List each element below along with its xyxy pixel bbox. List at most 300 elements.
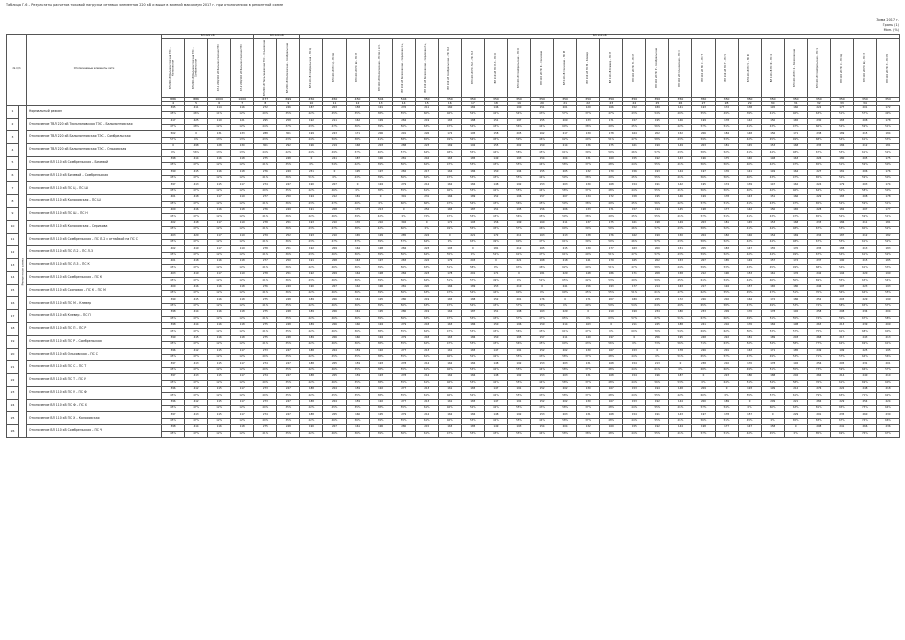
load-percent-cell: 42% (369, 227, 392, 233)
load-percent-cell: 60% (392, 201, 415, 207)
current-value-cell: 298 (807, 425, 830, 431)
load-percent-cell: 42% (300, 406, 323, 412)
load-percent-cell: 59% (853, 214, 876, 220)
row-number: 1 (7, 105, 19, 118)
current-value-cell: 213 (554, 233, 577, 239)
current-value-cell: 214 (415, 412, 438, 418)
load-percent-cell: 45% (162, 188, 185, 194)
load-percent-cell: 57% (853, 112, 876, 118)
current-value-cell: 164 (438, 310, 461, 316)
load-percent-cell: 61% (853, 137, 876, 143)
load-percent-cell: 45% (162, 291, 185, 297)
current-value-cell: 224 (807, 182, 830, 188)
allowable-current-cell: 350 (761, 97, 784, 101)
current-value-cell: 273 (254, 399, 277, 405)
load-percent-cell: 44% (531, 124, 554, 130)
load-percent-cell: 56% (692, 163, 715, 169)
load-percent-cell: 45% (577, 291, 600, 297)
current-value-cell: 201 (715, 348, 738, 354)
load-percent-cell: 45% (162, 329, 185, 335)
current-value-cell: 168 (784, 144, 807, 150)
load-percent-cell: 44% (484, 150, 507, 156)
load-percent-cell: 39% (577, 239, 600, 245)
load-percent-cell: 44% (623, 367, 646, 373)
load-percent-cell: 35% (277, 342, 300, 348)
current-value-cell: 204 (323, 399, 346, 405)
current-value-cell: 399 (162, 297, 185, 303)
load-percent-cell: 0% (484, 265, 507, 271)
load-percent-cell: 43% (346, 176, 369, 182)
current-value-cell: 247 (277, 374, 300, 380)
load-percent-cell: 55% (876, 291, 899, 297)
load-percent-cell: 12% (208, 265, 231, 271)
load-percent-cell: 45% (162, 239, 185, 245)
current-value-cell: 275 (254, 335, 277, 341)
current-value-cell: 186 (784, 297, 807, 303)
current-value-cell: 275 (254, 425, 277, 431)
load-percent-cell: 56% (507, 329, 530, 335)
current-value-cell: 186 (830, 220, 853, 226)
load-percent-cell: 0% (461, 252, 484, 258)
current-value-cell: 115 (208, 182, 231, 188)
current-value-cell: 277 (392, 399, 415, 405)
load-percent-cell: 42% (300, 112, 323, 118)
load-percent-cell: 39% (369, 163, 392, 169)
load-percent-cell: 44% (484, 291, 507, 297)
load-percent-cell: 46% (438, 188, 461, 194)
row-number: 15 (7, 284, 19, 297)
current-value-cell: 192 (784, 361, 807, 367)
load-percent-cell: 0% (300, 163, 323, 169)
current-value-cell: 0 (185, 131, 208, 137)
load-percent-cell: 35% (346, 112, 369, 118)
row-element-name: Отключение ВЛ 110 кВ ПС М – Клевер (27, 297, 162, 310)
load-percent-cell: 54% (461, 291, 484, 297)
current-value-cell: 249 (807, 348, 830, 354)
load-percent-cell: 55% (392, 393, 415, 399)
current-value-cell: 206 (853, 169, 876, 175)
current-value-cell: 415 (185, 169, 208, 175)
current-value-cell: 274 (254, 374, 277, 380)
load-percent-cell: 12% (231, 176, 254, 182)
current-value-cell: 119 (231, 246, 254, 252)
load-percent-cell: 42% (300, 316, 323, 322)
current-value-cell: 415 (185, 335, 208, 341)
load-percent-cell: 55% (507, 406, 530, 412)
load-percent-cell: 55% (646, 406, 669, 412)
load-percent-cell: 59% (830, 316, 853, 322)
load-percent-cell: 63% (415, 316, 438, 322)
current-value-cell: 203 (784, 335, 807, 341)
current-value-cell: 192 (369, 348, 392, 354)
load-percent-cell: 43% (300, 227, 323, 233)
load-percent-cell: 35% (277, 163, 300, 169)
current-value-cell: 178 (761, 310, 784, 316)
load-percent-cell: 56% (669, 342, 692, 348)
load-percent-cell: 45% (738, 418, 761, 424)
load-percent-cell: 65% (853, 303, 876, 309)
load-percent-cell: 44% (761, 227, 784, 233)
allowable-current-cell: 504 (369, 97, 392, 101)
load-percent-cell: 63% (415, 291, 438, 297)
load-percent-cell: 58% (876, 316, 899, 322)
load-percent-cell: 0% (323, 176, 346, 182)
current-value-cell: 153 (531, 361, 554, 367)
row-element-name: Отключение ВЛ 110 кВ ПС У – ПС Ф (27, 386, 162, 399)
current-value-cell: 159 (531, 323, 554, 329)
current-value-cell: 117 (208, 271, 231, 277)
load-percent-cell: 12% (231, 239, 254, 245)
load-percent-cell: 63% (415, 303, 438, 309)
load-percent-cell: 48% (600, 418, 623, 424)
load-percent-cell: 65% (554, 278, 577, 284)
current-value-cell: 204 (323, 348, 346, 354)
column-number-cell: 22 (577, 101, 600, 105)
current-value-cell: 196 (300, 144, 323, 150)
current-value-cell: 248 (277, 297, 300, 303)
load-percent-cell: 41% (254, 342, 277, 348)
load-percent-cell: 53% (461, 342, 484, 348)
current-value-cell: 189 (461, 195, 484, 201)
load-percent-cell: 70% (646, 329, 669, 335)
current-value-cell: 115 (208, 412, 231, 418)
current-value-cell: 153 (531, 182, 554, 188)
load-percent-cell: 63% (715, 342, 738, 348)
load-percent-cell: 58% (392, 137, 415, 143)
column-header-line (277, 38, 300, 97)
current-value-cell: 151 (484, 118, 507, 124)
current-value-cell: 188 (830, 246, 853, 252)
current-value-cell: 217 (554, 131, 577, 137)
column-header-line (484, 38, 507, 97)
current-value-cell: 250 (277, 195, 300, 201)
load-percent-cell: 48% (600, 354, 623, 360)
current-value-cell: 121 (231, 118, 254, 124)
column-header-label: ВЛ 110 кВ ПС Т – ПС У (724, 54, 728, 82)
load-percent-cell: 55% (392, 112, 415, 118)
current-value-cell: 0 (692, 374, 715, 380)
load-percent-cell: 35% (277, 380, 300, 386)
current-value-cell: 223 (323, 131, 346, 137)
current-value-cell: 139 (577, 246, 600, 252)
current-value-cell: 278 (392, 374, 415, 380)
current-value-cell: 248 (277, 425, 300, 431)
load-percent-cell: 0% (531, 291, 554, 297)
current-value-cell: 213 (646, 361, 669, 367)
load-percent-cell: 55% (646, 163, 669, 169)
current-value-cell: 130 (577, 399, 600, 405)
row-number: 22 (7, 374, 19, 387)
load-percent-cell: 61% (853, 239, 876, 245)
current-value-cell: 397 (162, 374, 185, 380)
current-value-cell: 181 (738, 335, 761, 341)
current-value-cell: 274 (254, 182, 277, 188)
load-percent-cell: 46% (438, 367, 461, 373)
load-percent-cell: 46% (323, 342, 346, 348)
current-value-cell: 413 (185, 361, 208, 367)
load-percent-cell: 12% (208, 316, 231, 322)
column-number-cell: 33 (830, 101, 853, 105)
load-percent-cell: 46% (323, 380, 346, 386)
current-value-cell: 189 (715, 399, 738, 405)
load-percent-cell: 12% (231, 342, 254, 348)
load-percent-cell: 53% (600, 278, 623, 284)
load-percent-cell: 39% (369, 431, 392, 437)
load-percent-cell: 41% (669, 406, 692, 412)
current-value-cell: 186 (600, 271, 623, 277)
current-value-cell: 171 (761, 348, 784, 354)
row-element-name: Отключение ТВЛ 220 кВ Бальмонтовская ТЭС – Сомбрельская (27, 131, 162, 144)
current-value-cell: 0 (577, 310, 600, 316)
current-value-cell: 149 (761, 169, 784, 175)
load-percent-cell: 42% (484, 406, 507, 412)
current-value-cell: 235 (807, 246, 830, 252)
current-value-cell: 177 (715, 207, 738, 213)
current-value-cell: 141 (577, 259, 600, 265)
current-value-cell: 205 (323, 412, 346, 418)
current-value-cell: 176 (738, 323, 761, 329)
current-value-cell: 180 (669, 310, 692, 316)
current-value-cell: 170 (784, 246, 807, 252)
current-value-cell: 151 (669, 246, 692, 252)
load-percent-cell: 47% (323, 239, 346, 245)
current-value-cell: 207 (554, 195, 577, 201)
current-value-cell: 218 (415, 335, 438, 341)
current-value-cell: 157 (531, 335, 554, 341)
load-percent-cell: 58% (554, 354, 577, 360)
load-percent-cell: 38% (577, 176, 600, 182)
current-value-cell: 213 (415, 399, 438, 405)
current-value-cell: 201 (554, 105, 577, 111)
row-number: 19 (7, 335, 19, 348)
load-percent-cell: 35% (346, 380, 369, 386)
current-value-cell: 171 (784, 131, 807, 137)
load-percent-cell: 46% (438, 354, 461, 360)
current-value-cell: 141 (669, 105, 692, 111)
load-percent-cell: 12% (208, 406, 231, 412)
current-value-cell: 197 (507, 118, 530, 124)
current-value-cell: 171 (346, 131, 369, 137)
load-percent-cell: 40% (254, 406, 277, 412)
load-percent-cell: 38% (369, 112, 392, 118)
current-value-cell: 192 (300, 246, 323, 252)
load-percent-cell: 53% (461, 188, 484, 194)
load-percent-cell: 59% (554, 201, 577, 207)
load-percent-cell: 43% (484, 163, 507, 169)
load-percent-cell: 48% (600, 393, 623, 399)
column-header-label: ВЛ 110 кВ Колосовская – ПС Ш с отп. (378, 44, 382, 92)
load-percent-cell: 62% (415, 163, 438, 169)
current-value-cell: 278 (254, 246, 277, 252)
current-value-cell: 220 (853, 271, 876, 277)
load-percent-cell: 53% (669, 380, 692, 386)
current-value-cell: 204 (554, 425, 577, 431)
current-value-cell: 247 (277, 348, 300, 354)
load-percent-cell: 47% (185, 367, 208, 373)
current-value-cell: 217 (830, 335, 853, 341)
load-percent-cell: 0% (185, 137, 208, 143)
load-percent-cell: 47% (438, 303, 461, 309)
load-percent-cell: 58% (715, 303, 738, 309)
load-percent-cell: 12% (231, 163, 254, 169)
load-percent-cell: 62% (692, 291, 715, 297)
load-percent-cell: 46% (761, 278, 784, 284)
current-value-cell: 192 (369, 386, 392, 392)
current-value-cell: 168 (600, 182, 623, 188)
load-percent-cell: 56% (507, 342, 530, 348)
row-element-name: Отключение ВЛ 110 кВ Колосовская – ПС Ш (27, 195, 162, 208)
current-value-cell: 208 (323, 207, 346, 213)
current-value-cell: 206 (692, 131, 715, 137)
current-value-cell: 188 (300, 412, 323, 418)
current-value-cell: 502 (162, 131, 185, 137)
current-value-cell: 193 (461, 220, 484, 226)
load-percent-cell: 12% (208, 393, 231, 399)
current-value-cell: 207 (323, 182, 346, 188)
current-value-cell: 197 (692, 412, 715, 418)
current-value-cell: 154 (531, 156, 554, 162)
load-percent-cell: 59% (853, 176, 876, 182)
load-percent-cell: 35% (346, 354, 369, 360)
load-percent-cell: 41% (669, 418, 692, 424)
current-value-cell: 130 (577, 348, 600, 354)
current-value-cell: 179 (600, 259, 623, 265)
load-percent-cell: 51% (438, 278, 461, 284)
current-value-cell: 145 (761, 105, 784, 111)
load-percent-cell: 47% (531, 316, 554, 322)
current-value-cell: 171 (577, 297, 600, 303)
load-percent-cell: 57% (692, 124, 715, 130)
current-value-cell: 118 (231, 310, 254, 316)
current-value-cell: 156 (577, 284, 600, 290)
current-value-cell: 188 (669, 323, 692, 329)
current-value-cell: 234 (646, 310, 669, 316)
current-value-cell: 150 (761, 118, 784, 124)
load-percent-cell: 43% (531, 393, 554, 399)
load-percent-cell: 64% (853, 354, 876, 360)
load-percent-cell: 55% (392, 418, 415, 424)
column-number-cell: 13 (369, 101, 392, 105)
current-value-cell: 152 (531, 399, 554, 405)
load-percent-cell: 43% (484, 329, 507, 335)
current-value-cell: 195 (692, 182, 715, 188)
load-percent-cell: 61% (554, 239, 577, 245)
current-value-cell: 202 (554, 348, 577, 354)
current-value-cell: 130 (577, 386, 600, 392)
column-number-cell: 25 (646, 101, 669, 105)
load-percent-cell: 36% (277, 252, 300, 258)
load-percent-cell: 41% (254, 291, 277, 297)
current-value-cell: 192 (300, 271, 323, 277)
load-percent-cell: 51% (669, 354, 692, 360)
current-value-cell: 195 (507, 335, 530, 341)
load-percent-cell: 41% (254, 163, 277, 169)
allowable-current-cell: 450 (323, 97, 346, 101)
current-value-cell: 115 (208, 399, 231, 405)
load-percent-cell: 59% (692, 137, 715, 143)
load-percent-cell: 37% (346, 150, 369, 156)
current-value-cell: 213 (415, 386, 438, 392)
allowable-current-cell: 350 (876, 97, 899, 101)
load-percent-cell: 60% (554, 342, 577, 348)
current-value-cell: 201 (461, 271, 484, 277)
load-percent-cell: 45% (323, 406, 346, 412)
load-percent-cell: 44% (623, 418, 646, 424)
current-value-cell: 184 (715, 131, 738, 137)
load-percent-cell: 63% (600, 316, 623, 322)
column-header-label: ВЛ 110 кВ ПС К – Сосновая (539, 51, 543, 85)
load-percent-cell: 47% (185, 188, 208, 194)
current-value-cell: 199 (623, 310, 646, 316)
current-value-cell: 116 (208, 323, 231, 329)
load-percent-cell: 72% (807, 303, 830, 309)
current-value-cell: 149 (484, 425, 507, 431)
current-value-cell: 139 (738, 182, 761, 188)
current-value-cell: 0 (600, 323, 623, 329)
load-percent-cell: 45% (531, 201, 554, 207)
load-percent-cell: 45% (623, 214, 646, 220)
current-value-cell: 219 (415, 310, 438, 316)
current-value-cell: 198 (369, 271, 392, 277)
current-value-cell: 0 (715, 386, 738, 392)
load-percent-cell: 58% (554, 406, 577, 412)
load-percent-cell: 56% (392, 291, 415, 297)
load-percent-cell: 47% (531, 239, 554, 245)
current-value-cell: 163 (531, 310, 554, 316)
load-percent-cell: 61% (415, 393, 438, 399)
load-percent-cell: 41% (254, 239, 277, 245)
current-value-cell: 220 (415, 284, 438, 290)
load-percent-cell: 43% (484, 303, 507, 309)
load-percent-cell: 36% (346, 252, 369, 258)
current-value-cell: 166 (600, 105, 623, 111)
load-percent-cell: 57% (646, 239, 669, 245)
load-percent-cell: 49% (438, 227, 461, 233)
load-percent-cell: 46% (323, 418, 346, 424)
load-percent-cell: 55% (507, 176, 530, 182)
allowable-current-cell: 350 (531, 97, 554, 101)
load-percent-cell: 53% (784, 303, 807, 309)
load-percent-cell: 41% (254, 214, 277, 220)
load-percent-cell: 60% (623, 329, 646, 335)
current-value-cell: 175 (715, 156, 738, 162)
current-value-cell: 155 (531, 169, 554, 175)
current-value-cell: 0 (415, 220, 438, 226)
load-percent-cell: 12% (231, 227, 254, 233)
load-percent-cell: 43% (669, 252, 692, 258)
current-value-cell: 151 (484, 310, 507, 316)
load-percent-cell: 40% (577, 137, 600, 143)
current-value-cell: 192 (507, 182, 530, 188)
load-percent-cell: 58% (554, 380, 577, 386)
current-value-cell: 199 (300, 131, 323, 137)
current-value-cell: 242 (807, 271, 830, 277)
column-header-label: ВЛ 110 кВ ПС М – Клевер (585, 52, 589, 84)
current-value-cell: 118 (231, 425, 254, 431)
column-number-cell: 29 (738, 101, 761, 105)
load-percent-cell: 53% (876, 137, 899, 143)
load-percent-cell: 68% (807, 137, 830, 143)
current-value-cell: 146 (669, 195, 692, 201)
load-percent-cell: 55% (507, 163, 530, 169)
row-number: 17 (7, 310, 19, 323)
load-percent-cell: 42% (484, 188, 507, 194)
current-value-cell: 189 (300, 310, 323, 316)
load-percent-cell: 64% (415, 150, 438, 156)
row-element-name: Отключение ВЛ 110 кВ ПС Т – ПС У (27, 374, 162, 387)
load-percent-cell: 0% (392, 214, 415, 220)
current-value-cell: 131 (577, 374, 600, 380)
